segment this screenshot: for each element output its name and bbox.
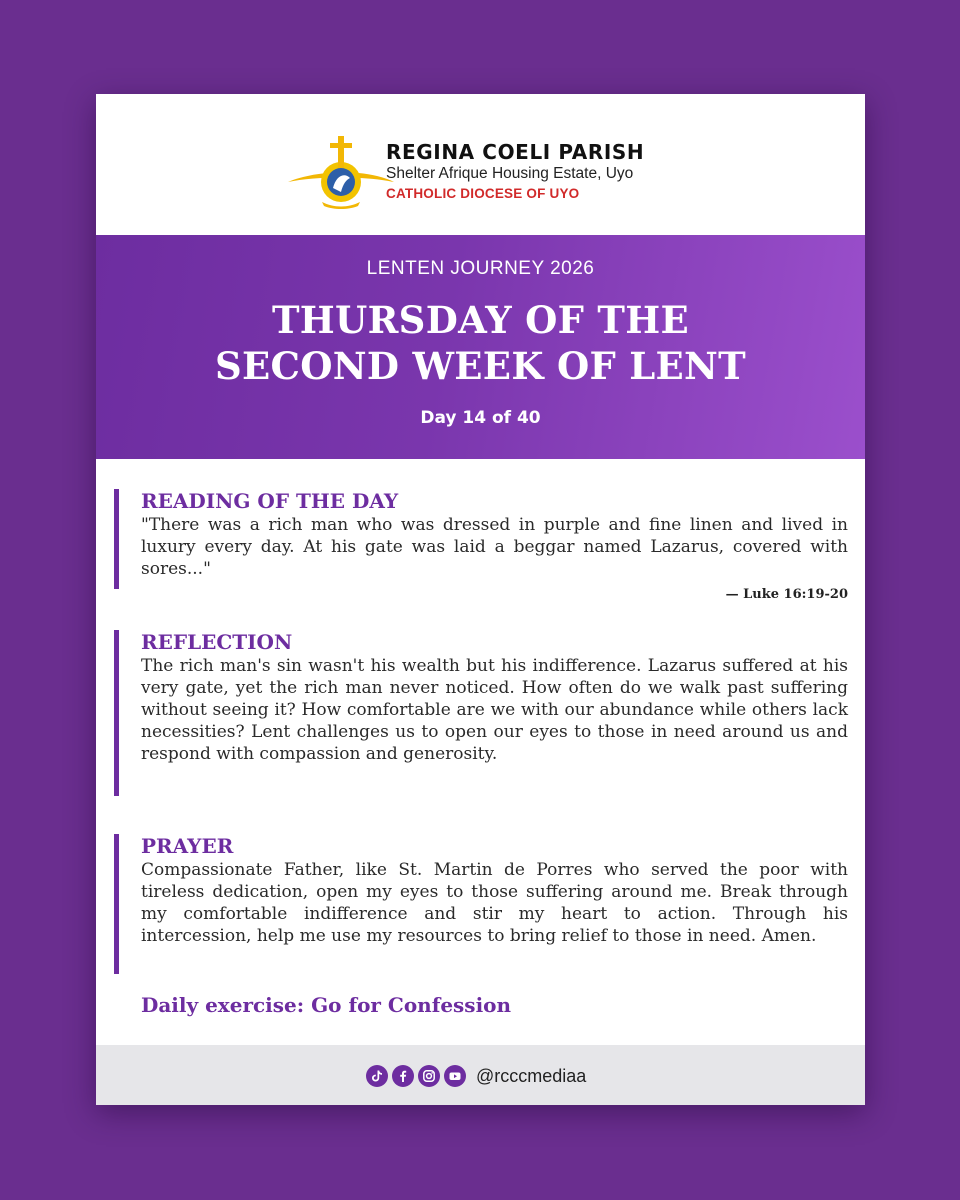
instagram-icon[interactable] [418, 1065, 440, 1087]
title-line-2: SECOND WEEK OF LENT [214, 344, 747, 388]
diocese-name: CATHOLIC DIOCESE OF UYO [386, 186, 580, 201]
reflection-text: The rich man's sin wasn't his wealth but his indifference. Lazarus suffered at his very gate, yet the rich man never noticed. How often do we walk past suffering without seeing it? How comfortable are we with our abundance while others lack necessities? Lent challenges us to open our eyes to those in need around us and respond with compassion and generosity. [141, 656, 848, 764]
reflection-heading: REFLECTION [141, 630, 293, 654]
footer [96, 1045, 865, 1105]
title-banner [96, 235, 865, 459]
reading-text: "There was a rich man who was dressed in purple and fine linen and lived in luxury every day. At his gate was laid a beggar named Lazarus, covered with sores..." [141, 515, 848, 579]
parish-address: Shelter Afrique Housing Estate, Uyo [386, 165, 634, 182]
tiktok-icon[interactable] [366, 1065, 388, 1087]
social-links [366, 1064, 586, 1088]
reading-citation: — Luke 16:19-20 [725, 587, 848, 602]
parish-header [96, 94, 865, 235]
page-title [96, 297, 865, 389]
reading-heading: READING OF THE DAY [141, 489, 399, 513]
parish-name: REGINA COELI PARISH [386, 140, 645, 164]
day-counter: Day 14 of 40 [420, 408, 541, 428]
facebook-icon[interactable] [392, 1065, 414, 1087]
social-handle[interactable]: @rcccmediaa [476, 1066, 587, 1086]
reading-section [114, 489, 848, 602]
devotional-card [96, 94, 865, 1105]
title-line-1: THURSDAY OF THE [271, 298, 690, 342]
parish-logo [286, 132, 396, 212]
series-label: LENTEN JOURNEY 2026 [366, 258, 595, 279]
daily-exercise: Daily exercise: Go for Confession [141, 993, 512, 1017]
prayer-heading: PRAYER [141, 834, 234, 858]
prayer-section [114, 834, 848, 974]
prayer-text: Compassionate Father, like St. Martin de Porres who served the poor with tireless dedication, open my eyes to those suffering around me. Break through my comfortable indifference and stir my heart to action. Through his intercession, help me use my resources to bring relief to those in need. Amen. [141, 860, 848, 946]
reflection-section [114, 630, 848, 796]
parish-info [386, 140, 706, 204]
youtube-icon[interactable] [444, 1065, 466, 1087]
